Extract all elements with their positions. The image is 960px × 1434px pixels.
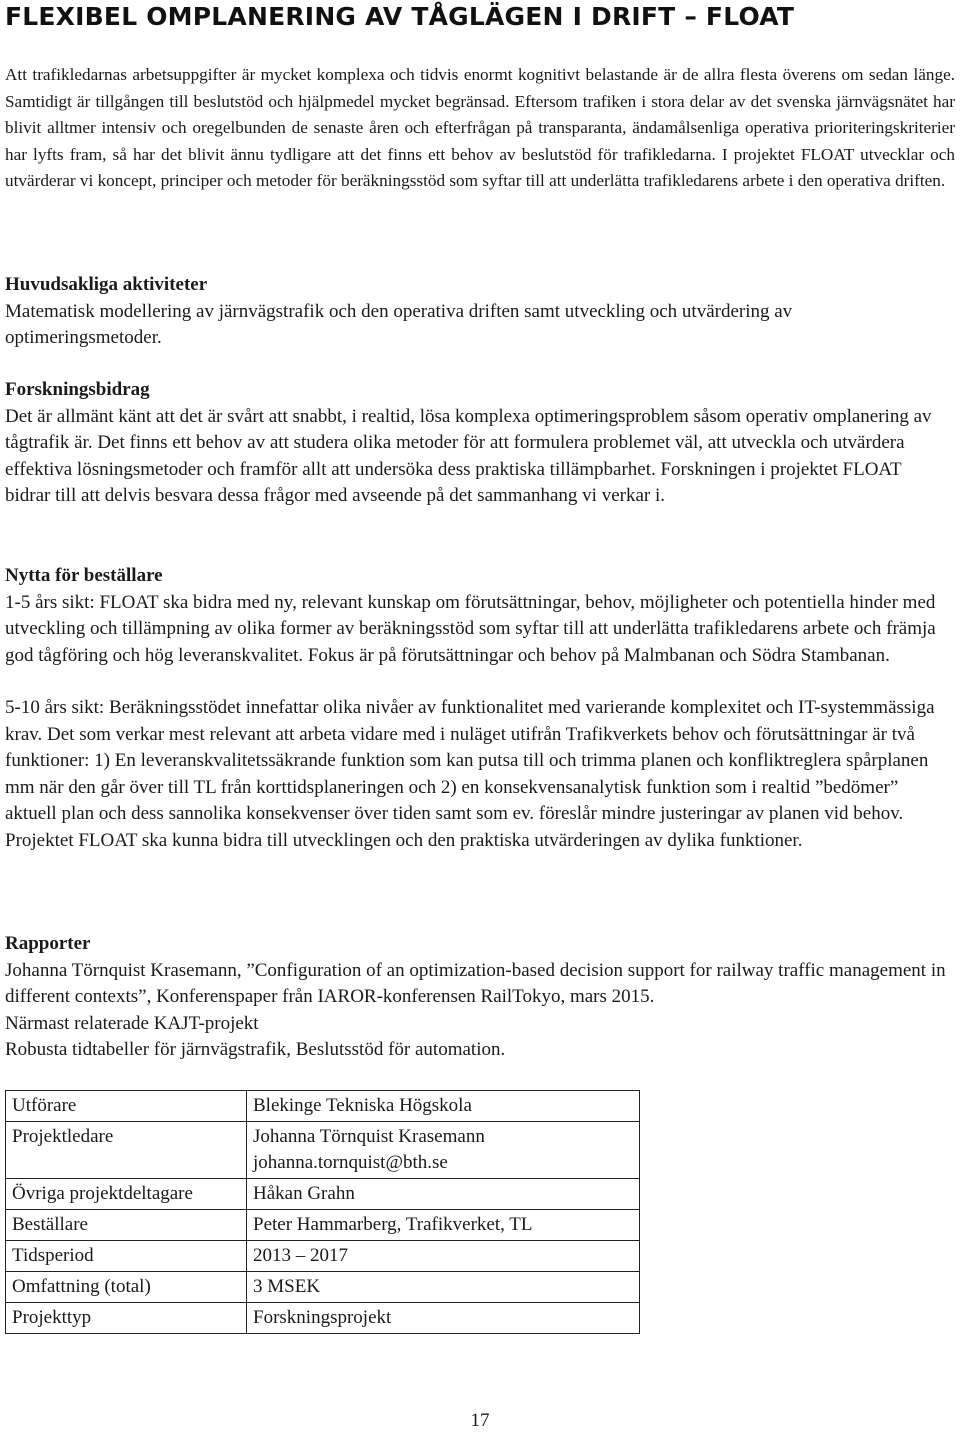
table-key: Utförare	[6, 1091, 247, 1122]
section-text-long-term: 5-10 års sikt: Beräkningsstödet innefattar olika nivåer av funktionalitet med varierande komplexitet och IT-systemmässiga krav. Det som verkar mest relevant att arbeta vidare med i nuläget utifrån Trafikverkets behov och förutsättningar är två funktioner: 1) En leveranskvalitetssäkrande funktion som kan putsa till och trimma planen och konfliktreglera spårplanen mm när den går över till TL från korttidsplaneringen och 2) en konsekvensanalytisk funktion som i realtid ”bedömer” aktuell plan och dess sannolika konsekvenser över tiden samt som ev. föreslår mindre justeringar av planen vid behov. Projektet FLOAT ska kunna bidra till utvecklingen och den praktiska utvärderingen av dylika funktioner.	[5, 697, 935, 851]
table-row	[6, 1303, 640, 1334]
section-text: Matematisk modellering av järnvägstrafik och den operativa driften samt utveckling och utvärdering av optimeringsmetoder.	[5, 300, 793, 348]
table-value: Forskningsprojekt	[247, 1303, 640, 1334]
table-value: Blekinge Tekniska Högskola	[247, 1091, 640, 1122]
section-reports	[5, 931, 950, 1064]
table-key: Övriga projektdeltagare	[6, 1179, 247, 1210]
table-value: Håkan Grahn	[247, 1179, 640, 1210]
section-activities	[5, 272, 950, 352]
table-row	[6, 1210, 640, 1241]
table-row	[6, 1272, 640, 1303]
report-reference: Johanna Törnquist Krasemann, ”Configuration of an optimization-based decision support for railway traffic management in different contexts”, Konferenspaper från IAROR-konferensen RailTokyo, mars 2015.	[5, 959, 946, 1007]
table-key: Omfattning (total)	[6, 1272, 247, 1303]
section-heading: Nytta för beställare	[5, 565, 163, 586]
project-leader-name: Johanna Törnquist Krasemann	[253, 1126, 485, 1147]
section-text-short-term: 1-5 års sikt: FLOAT ska bidra med ny, relevant kunskap om förutsättningar, behov, möjligheter och potentiella hinder med utveckling och tillämpning av olika former av beräkningsstöd som syftar till att underlätta trafikledarens arbete och främja god tågföring och hög leveranskvalitet. Fokus är på förutsättningar och behov på Malmbanan och Södra Stambanan.	[5, 591, 936, 666]
section-heading: Huvudsakliga aktiviteter	[5, 274, 208, 295]
project-info-table	[5, 1090, 640, 1334]
table-key: Beställare	[6, 1210, 247, 1241]
table-key: Projektledare	[6, 1122, 247, 1179]
table-row	[6, 1241, 640, 1272]
related-projects-label: Närmast relaterade KAJT-projekt	[5, 1012, 259, 1034]
table-value: 2013 – 2017	[247, 1241, 640, 1272]
table-row	[6, 1122, 640, 1179]
table-row	[6, 1179, 640, 1210]
section-benefit	[5, 563, 950, 854]
page-title: FLEXIBEL OMPLANERING AV TÅGLÄGEN I DRIFT – FLOAT	[5, 2, 795, 31]
project-leader-email: johanna.tornquist@bth.se	[253, 1152, 448, 1173]
section-heading: Rapporter	[5, 933, 91, 954]
related-projects: Robusta tidtabeller för järnvägstrafik, Beslutsstöd för automation.	[5, 1039, 506, 1060]
section-text: Det är allmänt känt att det är svårt att snabbt, i realtid, lösa komplexa optimeringsproblem såsom operativ omplanering av tågtrafik är. Det finns ett behov av att studera olika metoder för att formulera problemet väl, att utveckla och utvärdera effektiva lösningsmetoder och framför allt att undersöka dess praktiska tillämpbarhet. Forskningen i projektet FLOAT bidrar till att delvis besvara dessa frågor med avseende på det sammanhang vi verkar i.	[5, 405, 932, 506]
table-key: Tidsperiod	[6, 1241, 247, 1272]
section-heading: Forskningsbidrag	[5, 379, 150, 400]
section-contribution	[5, 377, 950, 510]
intro-paragraph: Att trafikledarnas arbetsuppgifter är mycket komplexa och tidvis enormt kognitivt belastande är de allra flesta överens om sedan länge. Samtidigt är tillgången till beslutstöd och hjälpmedel mycket begränsad. Eftersom trafiken i stora delar av det svenska järnvägsnätet har blivit alltmer intensiv och oregelbunden de senaste åren och efterfrågan på transparanta, ändamålsenliga operativa prioriteringskriterier har lyfts fram, så har det blivit ännu tydligare att det finns ett behov av beslutstöd för trafikledarna. I projektet FLOAT utvecklar och utvärderar vi koncept, principer och metoder för beräkningsstöd som syftar till att underlätta trafikledarens arbete i den operativa driften.	[5, 65, 955, 190]
table-value	[247, 1122, 640, 1179]
page-number: 17	[470, 1410, 490, 1431]
table-value: 3 MSEK	[247, 1272, 640, 1303]
table-value: Peter Hammarberg, Trafikverket, TL	[247, 1210, 640, 1241]
table-row	[6, 1091, 640, 1122]
table-key: Projekttyp	[6, 1303, 247, 1334]
